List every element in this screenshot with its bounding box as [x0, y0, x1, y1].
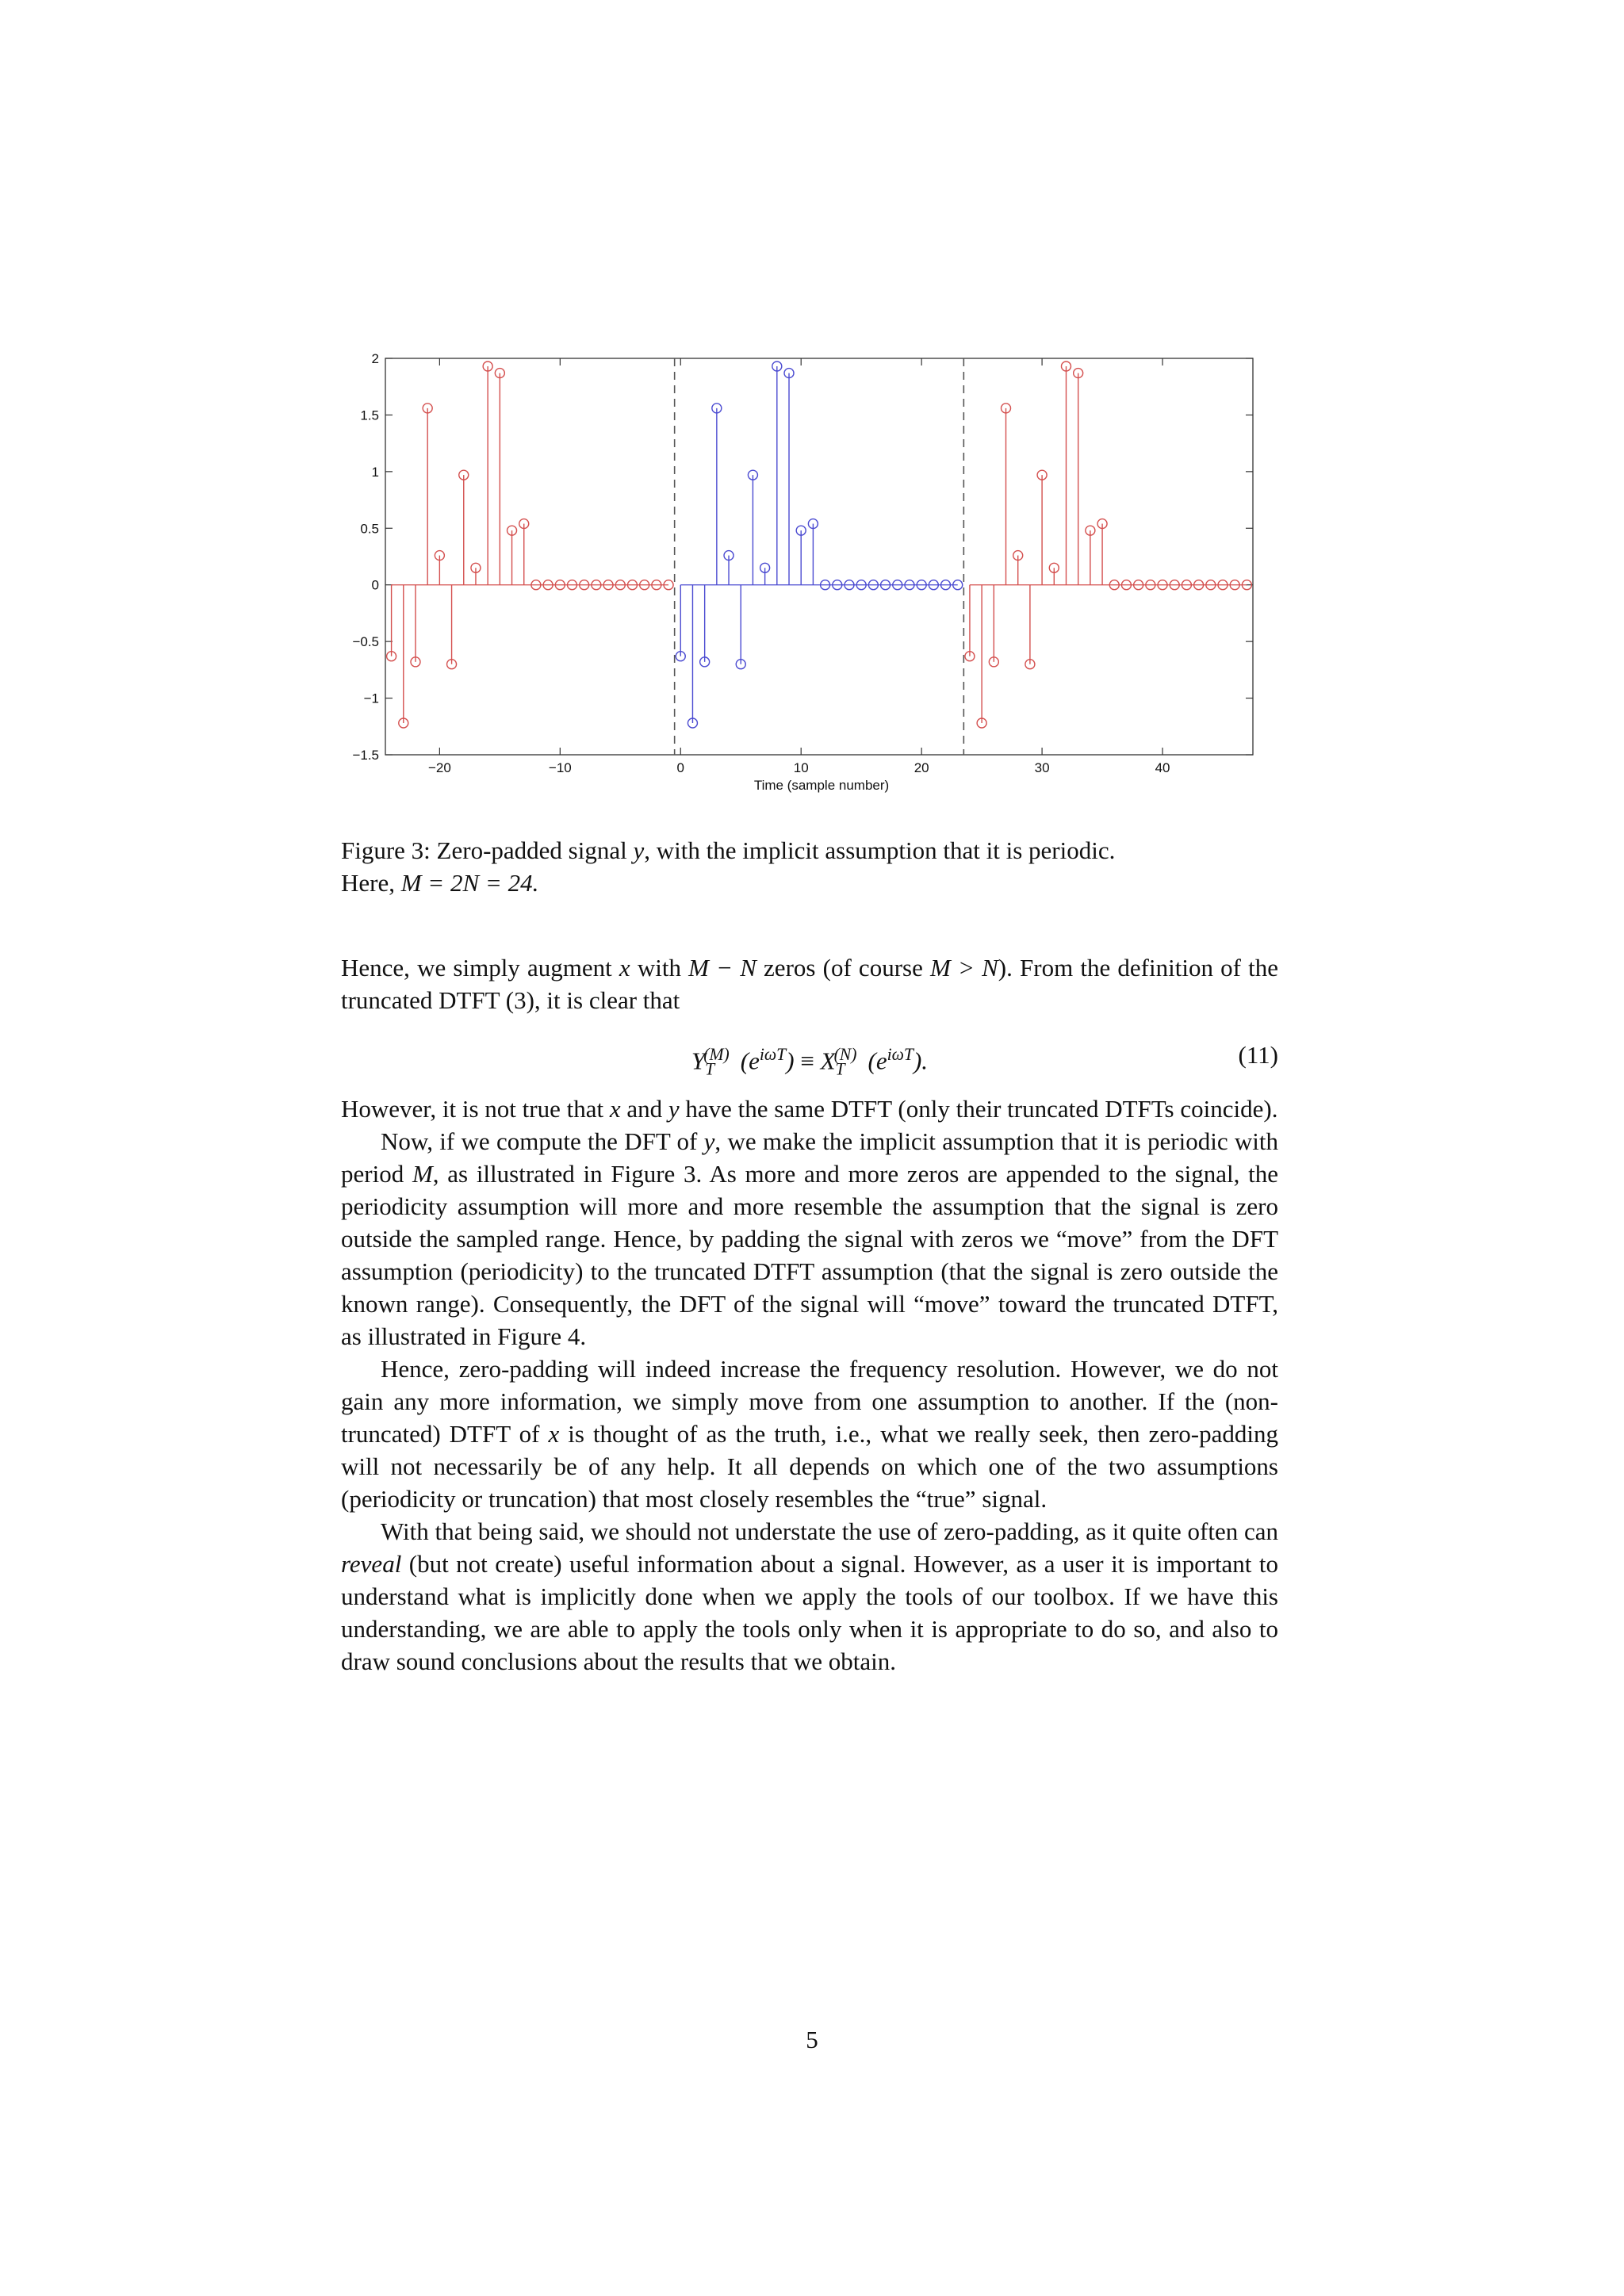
p3-text-a: Now, if we compute the DFT of	[381, 1127, 704, 1155]
y-tick-label: 0	[371, 577, 379, 593]
p2-text-b: and	[620, 1095, 668, 1123]
paragraph-1	[341, 951, 1278, 1016]
equation-number: (11)	[1238, 1041, 1278, 1069]
caption-text-2: Here,	[341, 869, 401, 897]
figure-caption	[341, 834, 1278, 899]
paragraph-3	[341, 1125, 1278, 1353]
y-tick-label: 2	[371, 351, 379, 366]
x-tick-label: 30	[1034, 760, 1050, 775]
paragraph-5	[341, 1515, 1278, 1678]
p1-text-d: ). From the definition of the truncated DTFT (3), it is clear that	[341, 954, 1278, 1014]
x-tick-label: 0	[676, 760, 684, 775]
p1-expr-m-gt-n: M > N	[930, 954, 998, 982]
x-tick-label: 20	[914, 760, 929, 775]
stem-plot-figure	[333, 341, 1285, 809]
page-number: 5	[806, 2026, 818, 2053]
p4-var-x: x	[548, 1420, 560, 1448]
x-tick-label: 40	[1155, 760, 1170, 775]
p3-var-y: y	[703, 1127, 715, 1155]
y-tick-label: 0.5	[360, 521, 379, 537]
p5-emph-reveal: reveal	[341, 1550, 402, 1578]
x-tick-label: 10	[793, 760, 809, 775]
p1-var-x: x	[619, 954, 630, 982]
caption-text-1: , with the implicit assumption that it is periodic.	[644, 836, 1116, 864]
x-tick-label: −20	[427, 760, 451, 775]
body-text	[341, 951, 1278, 1678]
paragraph-2	[341, 1093, 1278, 1125]
equation-11	[341, 1027, 1278, 1085]
stem-plot	[333, 341, 1285, 809]
caption-prefix: Figure 3: Zero-padded signal	[341, 836, 634, 864]
p2-var-x: x	[609, 1095, 621, 1123]
p5-text-a: With that being said, we should not understate the use of zero-padding, as it quite often can	[381, 1517, 1278, 1545]
p1-text-b: with	[630, 954, 689, 982]
y-tick-label: −0.5	[352, 634, 379, 650]
p1-expr-m-minus-n: M − N	[688, 954, 756, 982]
p5-text-b: (but not create) useful information about a signal. However, as a user it is important to understand what is implicitly done when we apply the tools of our toolbox. If we have this understanding, we are able to apply the tools only when it is appropriate to do so, and also to draw sound conclusions about the results that we obtain.	[341, 1550, 1278, 1675]
x-tick-label: −10	[548, 760, 572, 775]
p3-text-b: , we make the implicit assumption that it is periodic with period	[341, 1127, 1278, 1188]
paragraph-4	[341, 1353, 1278, 1515]
y-tick-label: 1.5	[360, 408, 379, 423]
y-tick-label: −1.5	[352, 748, 379, 763]
p4-text-a: Hence, zero-padding will indeed increase the frequency resolution. However, we do not gain any more information, we simply move from one assumption to another. If the (non-truncated) DTFT of	[341, 1355, 1278, 1448]
p2-text-c: have the same DTFT (only their truncated DTFTs coincide).	[679, 1095, 1278, 1123]
y-tick-label: −1	[363, 691, 379, 706]
p3-text-c: , as illustrated in Figure 3. As more and more zeros are appended to the signal, the periodicity assumption will more and more resemble the assumption that the signal is zero outside the sampled range. Hence, by padding the signal with zeros we “move” from the DFT assumption (periodicity) to the truncated DTFT assumption (that the signal is zero outside the known range). Consequently, the DFT of the signal will “move” toward the truncated DTFT, as illustrated in Figure 4.	[341, 1160, 1278, 1350]
x-axis-label: Time (sample number)	[753, 778, 890, 793]
plot-frame	[385, 358, 1253, 755]
p4-text-b: is thought of as the truth, i.e., what we really seek, then zero-padding will not necessarily be of any help. It all depends on which one of the two assumptions (periodicity or truncation) that most closely resembles the “true” signal.	[341, 1420, 1278, 1513]
p1-text-a: Hence, we simply augment	[341, 954, 619, 982]
p1-text-c: zeros (of course	[756, 954, 931, 982]
y-tick-label: 1	[371, 464, 379, 480]
p2-text-a: However, it is not true that	[341, 1095, 610, 1123]
p2-var-y: y	[668, 1095, 680, 1123]
p3-var-m: M	[412, 1160, 433, 1188]
equation-body: $Y_T^{(M)}$ $(e^{i\omega T}) \equiv X_T^{(N)}$ $(e^{i\omega T})$.	[691, 1045, 929, 1079]
caption-equation: M = 2N = 24.	[400, 869, 539, 897]
caption-var-y: y	[633, 836, 645, 864]
